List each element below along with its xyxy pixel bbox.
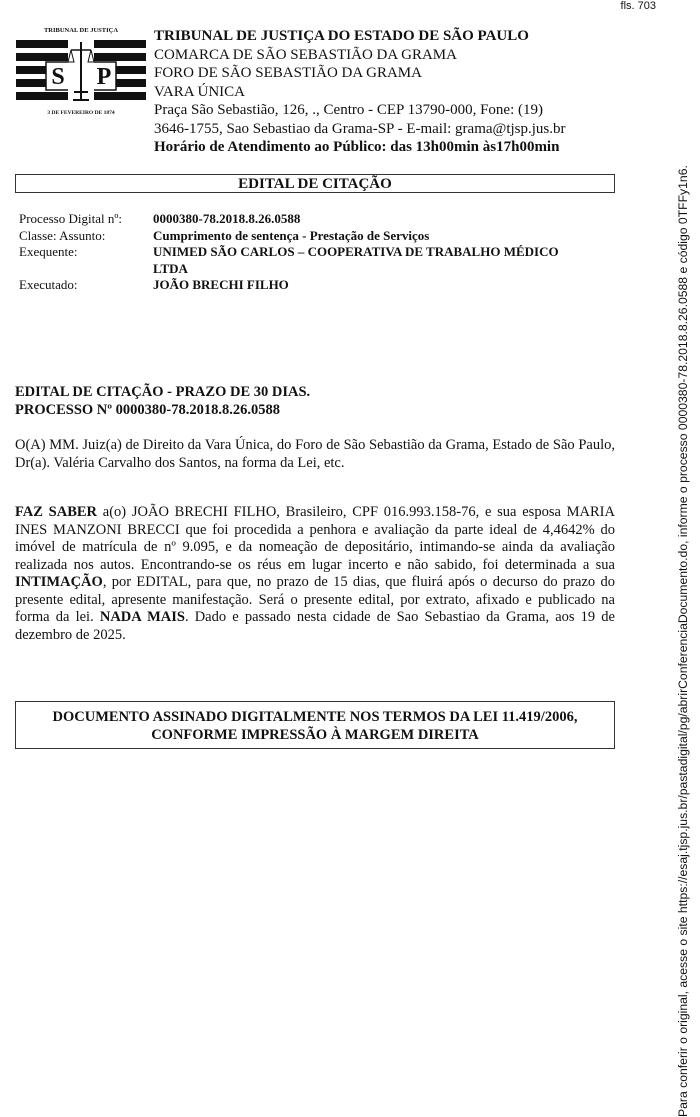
logo-letter-s: S bbox=[51, 64, 65, 90]
case-info-value: UNIMED SÃO CARLOS – COOPERATIVA DE TRABALHO MÉDICO LTDA bbox=[153, 244, 559, 276]
case-info-label: Executado: bbox=[19, 277, 78, 292]
case-info-value: Cumprimento de sentença - Prestação de Serviços bbox=[153, 227, 430, 243]
edict-deadline-title: EDITAL DE CITAÇÃO - PRAZO DE 30 DIAS. bbox=[15, 384, 311, 400]
tjsp-crest-logo bbox=[16, 22, 146, 118]
case-info-row bbox=[19, 228, 619, 245]
case-info-row bbox=[19, 211, 619, 228]
court-header bbox=[154, 27, 624, 157]
signature-line-2: CONFORME IMPRESSÃO À MARGEM DIREITA bbox=[151, 726, 479, 743]
process-number-title: PROCESSO Nº 0000380-78.2018.8.26.0588 bbox=[15, 402, 280, 418]
logo-top-text: TRIBUNAL DE JUSTIÇA bbox=[43, 27, 119, 34]
address-line-1: Praça São Sebastião, 126, ., Centro - CEP 13790-000, Fone: (19) bbox=[154, 102, 543, 118]
case-info bbox=[19, 211, 619, 294]
page-number: fls. 703 bbox=[620, 0, 656, 12]
body-text-2: , por EDITAL, para que, no prazo de 15 dias, que fluirá após o decurso do prazo do presente edital, apresente manifestação. Será o presente edital, por extrato, afixado e publicado na forma da lei. bbox=[15, 574, 615, 625]
verification-side-note: Para conferir o original, acesse o site https://esaj.tjsp.jus.br/pastadigital/pg/abrirConferenciaDocumento.do, informe o processo 0000380-78.2018.8.26.0588 e código 0TFFy1n6. bbox=[676, 165, 690, 1117]
foro: FORO DE SÃO SEBASTIÃO DA GRAMA bbox=[154, 65, 422, 81]
court-name: TRIBUNAL DE JUSTIÇA DO ESTADO DE SÃO PAULO bbox=[154, 28, 529, 44]
intro-paragraph: O(A) MM. Juiz(a) de Direito da Vara Única, do Foro de São Sebastião da Grama, Estado de São Paulo, Dr(a). Valéria Carvalho dos Santos, na forma da Lei, etc. bbox=[15, 437, 615, 471]
body-text-3: . Dado e passado nesta cidade de Sao Sebastiao da Grama, aos 19 de dezembro de 2025. bbox=[15, 609, 615, 643]
case-info-label: Exequente: bbox=[19, 244, 78, 259]
case-info-row bbox=[19, 277, 619, 294]
intimacao: INTIMAÇÃO bbox=[15, 574, 103, 590]
nada-mais: NADA MAIS bbox=[99, 609, 185, 625]
case-info-value: 0000380-78.2018.8.26.0588 bbox=[153, 211, 301, 226]
edict-subtitles bbox=[15, 383, 310, 419]
case-info-label: Classe: Assunto: bbox=[19, 227, 106, 243]
digital-signature-notice bbox=[15, 701, 615, 749]
body-paragraph bbox=[15, 504, 615, 644]
logo-letter-p: P bbox=[96, 64, 112, 90]
vara: VARA ÚNICA bbox=[154, 83, 245, 100]
comarca: COMARCA DE SÃO SEBASTIÃO DA GRAMA bbox=[154, 46, 457, 63]
case-info-label: Processo Digital nº: bbox=[19, 211, 122, 226]
signature-line-1: DOCUMENTO ASSINADO DIGITALMENTE NOS TERMOS DA LEI 11.419/2006, bbox=[52, 709, 578, 725]
office-hours: Horário de Atendimento ao Público: das 13h00min às17h00min bbox=[154, 139, 560, 155]
body-text-1: a(o) JOÃO BRECHI FILHO, Brasileiro, CPF 016.993.158-76, e sua esposa MARIA INES MANZONI BRECCI que foi procedida a penhora e avaliação da parte ideal de 4,4642% do imóvel de matrícula de nº 9.095, e da nomeação de depositário, intimando-se ainda da avaliação realizada nos autos. Encontrando-se os réus em lugar incerto e não sabido, foi determinada a sua bbox=[15, 504, 615, 573]
address-line-2: 3646-1755, Sao Sebastiao da Grama-SP - E-mail: grama@tjsp.jus.br bbox=[154, 120, 566, 137]
faz-saber: FAZ SABER bbox=[15, 504, 98, 520]
logo-bottom-text: 3 DE FEVEREIRO DE 1874 bbox=[47, 110, 115, 116]
case-info-value: JOÃO BRECHI FILHO bbox=[153, 277, 289, 292]
document-title: EDITAL DE CITAÇÃO bbox=[15, 174, 615, 193]
case-info-row bbox=[19, 244, 619, 277]
